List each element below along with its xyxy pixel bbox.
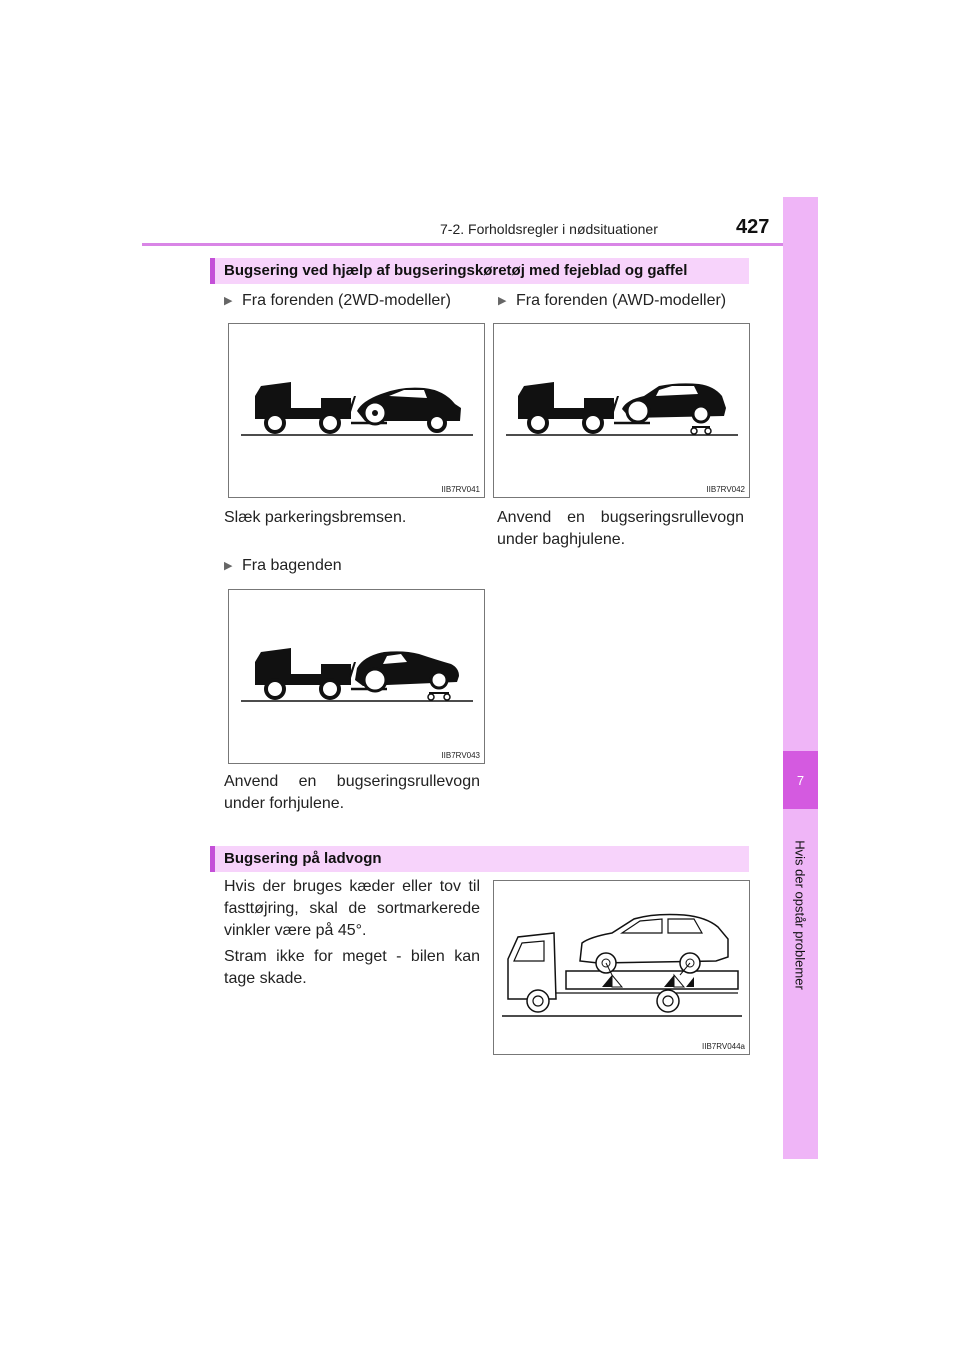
caption-release-parking-brake: Slæk parkeringsbremsen. — [224, 509, 407, 526]
bullet-from-rear — [224, 557, 342, 575]
figure-from-rear — [228, 589, 485, 764]
tow-truck-front-2wd-illustration — [229, 324, 486, 499]
flatbed-tie-down-paragraph: Hvis der bruges kæder eller tov til fasttøjring, skal de sortmarkerede vinkler være på 45°. — [224, 878, 480, 939]
chapter-side-tab — [783, 197, 818, 1159]
figure-code: IIB7RV044a — [702, 1042, 745, 1051]
figure-code: IIB7RV041 — [441, 485, 480, 494]
bullet-triangle-icon: ▶ — [224, 560, 233, 572]
section-heading-text: Bugsering ved hjælp af bugseringskøretøj med fejeblad og gaffel — [224, 262, 688, 279]
flatbed-truck-illustration — [494, 881, 751, 1056]
bullet-label: Fra forenden (AWD-modeller) — [516, 292, 727, 309]
bullet-triangle-icon: ▶ — [498, 295, 507, 307]
figure-front-awd — [493, 323, 750, 498]
flatbed-warning-paragraph: Stram ikke for meget - bilen kan tage skade. — [224, 948, 480, 987]
section-heading-text: Bugsering på ladvogn — [224, 850, 382, 867]
tow-truck-rear-illustration — [229, 590, 486, 765]
figure-code: IIB7RV043 — [441, 751, 480, 760]
chapter-title-vertical: Hvis der opstår problemer — [792, 840, 808, 990]
header-section-title: 7-2. Forholdsregler i nødsituationer — [440, 221, 658, 237]
page-number: 427 — [736, 216, 770, 238]
tow-truck-front-awd-illustration — [494, 324, 751, 499]
caption-dolly-front-wheels: Anvend en bugseringsrullevogn under forhjulene. — [224, 773, 480, 812]
caption-dolly-rear-wheels: Anvend en bugseringsrullevogn under baghjulene. — [497, 509, 744, 548]
bullet-front-2wd — [224, 292, 451, 310]
figure-code: IIB7RV042 — [706, 485, 745, 494]
header-divider — [142, 243, 818, 246]
chapter-number-badge: 7 — [783, 751, 818, 809]
section-heading-flatbed — [210, 846, 749, 872]
section-heading-tow-truck — [210, 258, 749, 284]
bullet-label: Fra forenden (2WD-modeller) — [242, 292, 451, 309]
figure-flatbed — [493, 880, 750, 1055]
bullet-front-awd — [498, 292, 726, 310]
bullet-label: Fra bagenden — [242, 557, 342, 574]
bullet-triangle-icon: ▶ — [224, 295, 233, 307]
figure-front-2wd — [228, 323, 485, 498]
